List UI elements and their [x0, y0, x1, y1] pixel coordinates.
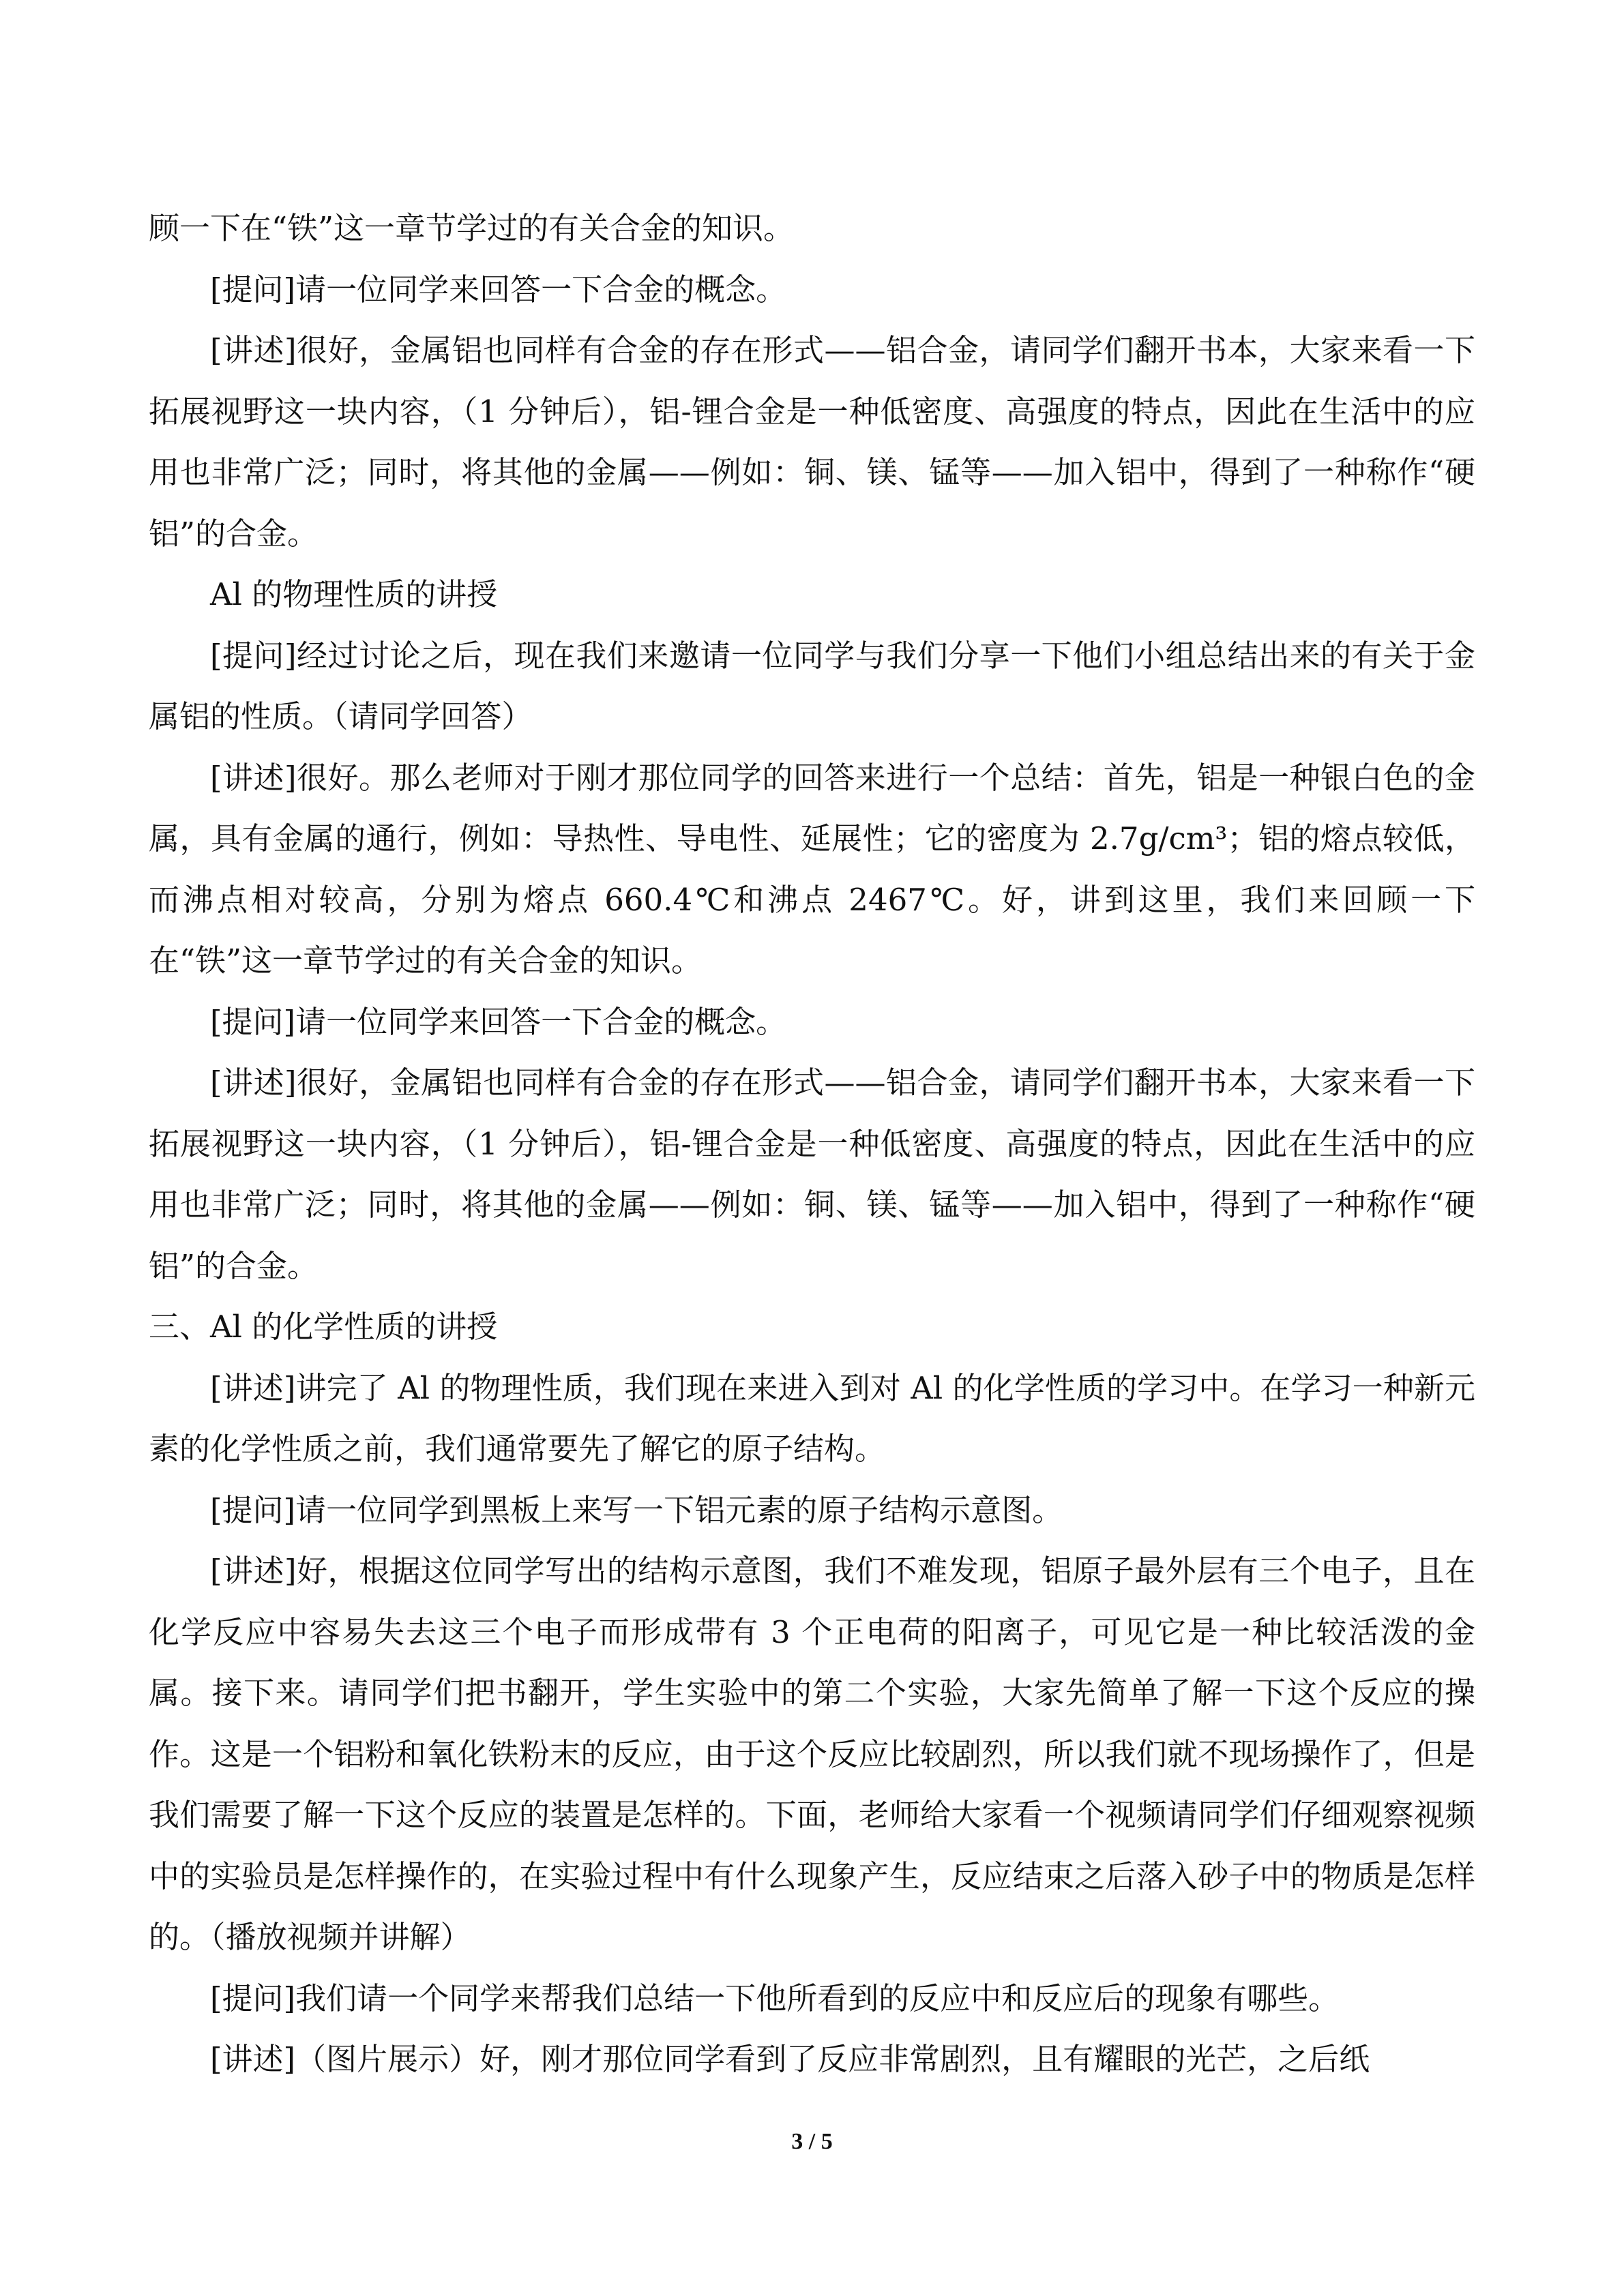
paragraph: 顾一下在“铁”这一章节学过的有关合金的知识。 — [149, 210, 795, 246]
paragraph: [提问]我们请一个同学来帮我们总结一下他所看到的反应中和反应后的现象有哪些。 — [210, 1980, 1340, 2016]
paragraph: [讲述]很好，金属铝也同样有合金的存在形式——铝合金，请同学们翻开书本，大家来看一下拓展视野这一块内容，（1 分钟后），铝-锂合金是一种低密度、高强度的特点，因此在生活中的应用也非常广泛；同时，将其他的金属——例如：铜、镁、锰等——加入铝中，得到了一种称作“硬铝”的合金。 — [149, 332, 1475, 552]
section-heading: Al 的物理性质的讲授 — [210, 576, 498, 612]
paragraph: [提问]请一位同学来回答一下合金的概念。 — [210, 271, 787, 308]
paragraph: [讲述]（图片展示）好，刚才那位同学看到了反应非常剧烈，且有耀眼的光芒，之后纸 — [210, 2041, 1370, 2077]
document-body — [149, 198, 1475, 2090]
paragraph: [提问]请一位同学来回答一下合金的概念。 — [210, 1003, 787, 1040]
page-number: 3 / 5 — [791, 2129, 833, 2154]
paragraph: [讲述]很好，金属铝也同样有合金的存在形式——铝合金，请同学们翻开书本，大家来看一下拓展视野这一块内容，（1 分钟后），铝-锂合金是一种低密度、高强度的特点，因此在生活中的应用也非常广泛；同时，将其他的金属——例如：铜、镁、锰等——加入铝中，得到了一种称作“硬铝”的合金。 — [149, 1064, 1475, 1284]
paragraph: [讲述]讲完了 Al 的物理性质，我们现在来进入到对 Al 的化学性质的学习中。在学习一种新元素的化学性质之前，我们通常要先了解它的原子结构。 — [149, 1369, 1475, 1467]
paragraph: [提问]经过讨论之后，现在我们来邀请一位同学与我们分享一下他们小组总结出来的有关于金属铝的性质。（请同学回答） — [149, 637, 1475, 734]
section-heading: 三、Al 的化学性质的讲授 — [149, 1309, 498, 1345]
paragraph: [讲述]好，根据这位同学写出的结构示意图，我们不难发现，铝原子最外层有三个电子，且在化学反应中容易失去这三个电子而形成带有 3 个正电荷的阳离子，可见它是一种比较活泼的金属。接下来。请同学们把书翻开，学生实验中的第二个实验，大家先简单了解一下这个反应的操作。这是一个铝粉和氧化铁粉末的反应，由于这个反应比较剧烈，所以我们就不现场操作了，但是我们需要了解一下这个反应的装置是怎样的。下面，老师给大家看一个视频请同学们仔细观察视频中的实验员是怎样操作的，在实验过程中有什么现象产生，反应结束之后落入砂子中的物质是怎样的。（播放视频并讲解） — [149, 1553, 1475, 1955]
paragraph: [讲述]很好。那么老师对于刚才那位同学的回答来进行一个总结：首先，铝是一种银白色的金属，具有金属的通行，例如：导热性、导电性、延展性；它的密度为 2.7g/cm³；铝的熔点较低，而沸点相对较高，分别为熔点 660.4℃和沸点 2467℃。好，讲到这里，我们来回顾一下在“铁”这一章节学过的有关合金的知识。 — [149, 759, 1475, 979]
paragraph: [提问]请一位同学到黑板上来写一下铝元素的原子结构示意图。 — [210, 1491, 1063, 1528]
